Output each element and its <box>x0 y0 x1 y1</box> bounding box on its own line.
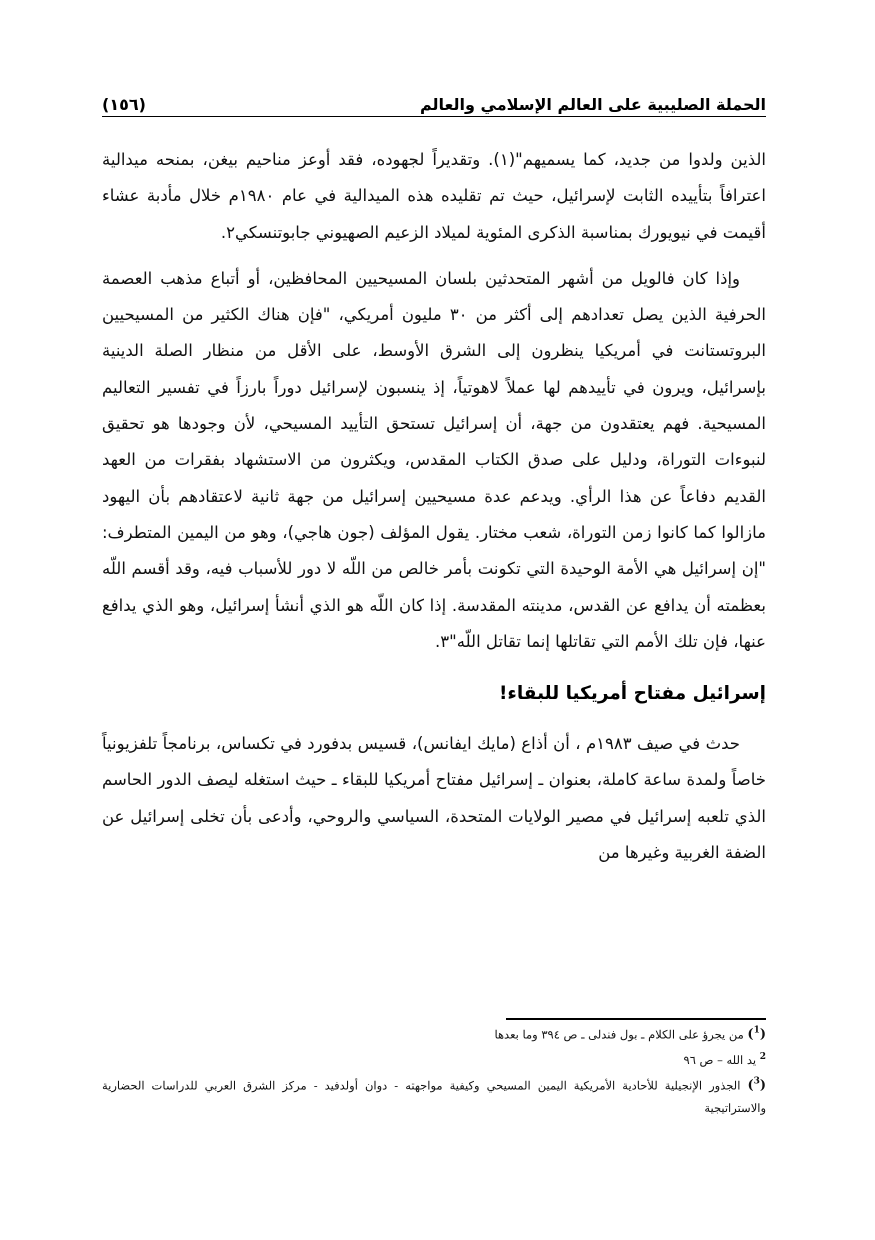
footnote-text: يد الله – ص ٩٦ <box>683 1053 757 1068</box>
footnote-paren-close: ) <box>747 1027 754 1043</box>
page-number: (١٥٦) <box>102 95 146 114</box>
footnote-number: 2 <box>759 1052 766 1063</box>
footnote-1 <box>102 1020 766 1046</box>
running-header <box>102 84 766 117</box>
section-heading: إسرائيل مفتاح أمريكيا للبقاء! <box>498 683 766 705</box>
paragraph: وإذا كان فالويل من أشهر المتحدثين بلسان المسيحيين المحافظين، أو أتباع مذهب العصمة الحرفية الذين يصل تعدادهم إلى أكثر من ٣٠ مليون أمريكي، "فإن هناك الكثير من المسيحيين البروتستانت في أمريكيا ينظرون إلى الشرق الأوسط، على الأقل من منظار الصلة الدينية بإسرائيل، ويرون في تأييدهم لها عملاً لاهوتياً، إذ ينسبون لإسرائيل دوراً بارزاً في تفسير التعاليم المسيحية. فهم يعتقدون من جهة، أن إسرائيل تستحق التأييد المسيحي، لأن وجودها هو تحقيق لنبوءات التوراة، ودليل على صدق الكتاب المقدس، ويكثرون من الاستشهاد بفقرات من العهد القديم دفاعاً عن هذا الرأي. ويدعم عدة مسيحيين إسرائيل من جهة ثانية لاعتقادهم بأن اليهود مازالوا كما كانوا زمن التوراة، شعب مختار. يقول المؤلف (جون هاجي)، وهو من اليمين المتطرف: "إن إسرائيل هي الأمة الوحيدة التي تكونت بأمر خالص من اللّه لا دور للأسباب فيه، وقد أقسم اللّه بعظمته أن يدافع عن القدس، مدينته المقدسة. إذا كان اللّه هو الذي أنشأ إسرائيل، وهو الذي يدافع عنها، فإن تلك الأمم التي تقاتلها إنما تقاتل اللّه"٣. <box>102 268 767 651</box>
footnote-text: من يجرؤ على الكلام ـ بول فندلى ـ ص ٣٩٤ وما بعدها <box>494 1027 744 1042</box>
footnote-marker <box>747 1027 766 1042</box>
page-content <box>102 84 766 881</box>
footnote-2 <box>102 1046 766 1071</box>
footnote-number: 3 <box>753 1077 760 1088</box>
body-text <box>102 142 766 871</box>
footnotes <box>102 1018 766 1119</box>
footnote-text: الجذور الإنجيلية للأحادية الأمريكية اليمين المسيحي وكيفية مواجهته - دوان أولدفيد - مركز الشرق العربي للدراسات الحضارية والاستراتيجية <box>102 1078 766 1116</box>
header-title: الحملة الصليبية على العالم الإسلامي والعالم <box>419 95 766 114</box>
paragraph: حدث في صيف ١٩٨٣م ، أن أذاع (مايك ايفانس)، قسيس بدفورد في تكساس، برنامجاً تلفزيونياً خاصاً ولمدة ساعة كاملة، بعنوان ـ إسرائيل مفتاح أمريكيا للبقاء ـ حيث استغله ليصف الدور الحاسم الذي تلعبه إسرائيل في مصير الولايات المتحدة، السياسي والروحي، وأدعى بأن تخلى إسرائيل عن الضفة الغربية وغيرها من <box>102 734 766 863</box>
footnote-number: 1 <box>753 1026 760 1036</box>
footnote-paren-open: ( <box>759 1078 767 1094</box>
footnote-marker <box>747 1078 766 1093</box>
footnote-3 <box>102 1071 766 1119</box>
footnote-paren-open: ( <box>759 1027 766 1043</box>
footnote-paren-close: ) <box>747 1078 754 1094</box>
paragraph: الذين ولدوا من جديد، كما يسميهم"(١). وتقديراً لجهوده، فقد أوعز مناحيم بيغن، بمنحه ميدالية اعترافاً بتأييده الثابت لإسرائيل، حيث تم تقليده هذه الميدالية في عام ١٩٨٠م خلال مأدبة عشاء أقيمت في نيويورك بمناسبة الذكرى المئوية لميلاد الزعيم الصهيوني جابوتنسكي٢. <box>102 150 766 242</box>
